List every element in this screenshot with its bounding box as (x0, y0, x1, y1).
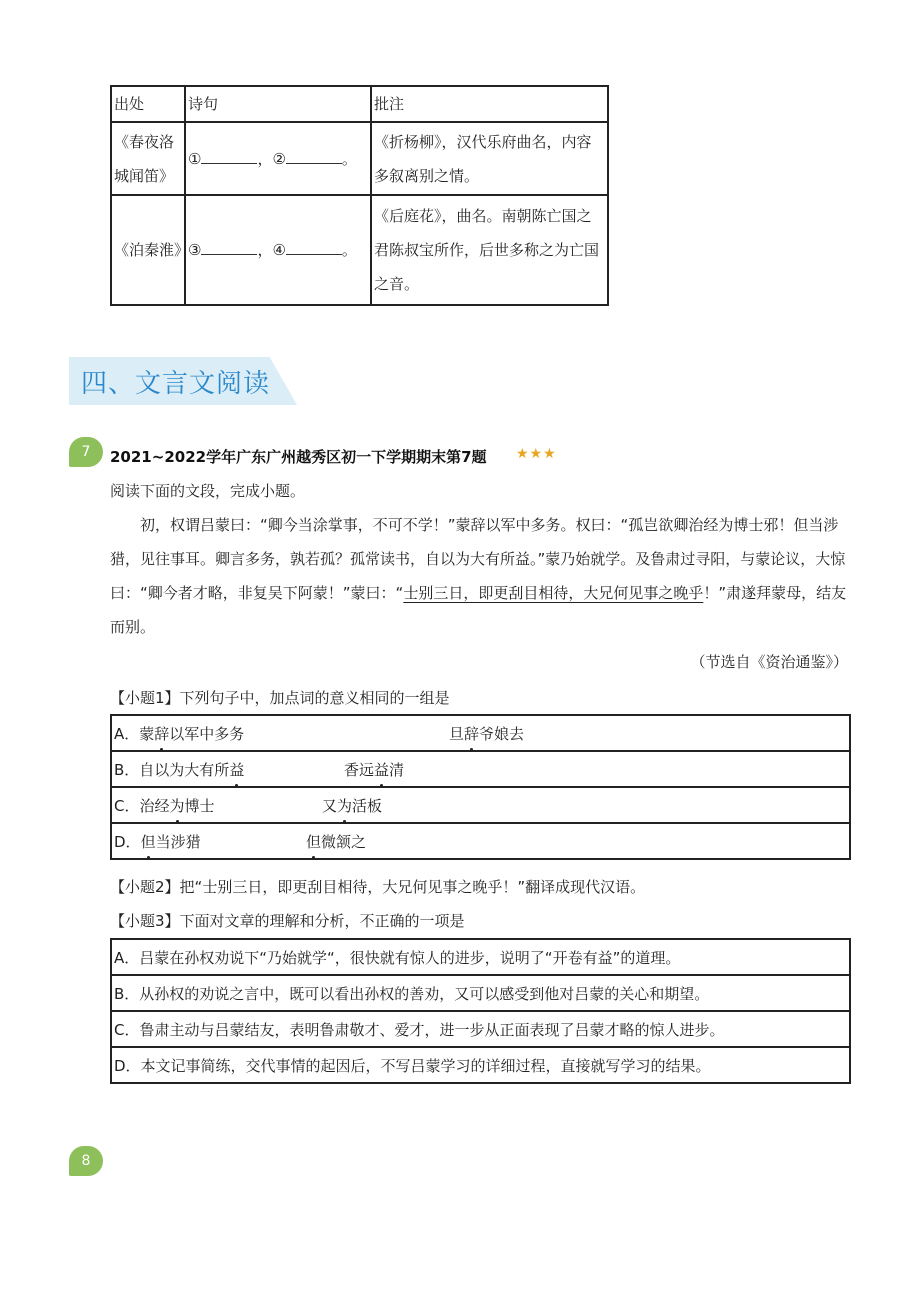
table-row (111, 195, 608, 305)
note-cell: 《折杨柳》，汉代乐府曲名，内容多叙离别之情。 (371, 122, 608, 195)
option-text: D．本文记事简练，交代事情的起因后，不写吕蒙学习的详细过程，直接就写学习的结果。 (111, 1047, 850, 1083)
option-text: 爷娘去 (479, 725, 525, 743)
option-row[interactable] (111, 715, 850, 751)
note-cell: 《后庭花》，曲名。南朝陈亡国之君陈叔宝所作，后世多称之为亡国之音。 (371, 195, 608, 305)
option-row[interactable] (111, 1047, 850, 1083)
option-label: D． (114, 832, 141, 851)
option-text: 清 (389, 761, 405, 779)
dotted-word: 辞 (464, 725, 480, 743)
dotted-word: 为 (337, 797, 353, 815)
sub3-options (110, 938, 851, 1084)
option-text: 活板 (352, 797, 383, 815)
option-text: A．吕蒙在孙权劝说下“乃始就学“，很快就有惊人的进步，说明了“开卷有益”的道理。 (111, 939, 850, 975)
option-b-part (344, 759, 404, 780)
dotted-word: 辞 (154, 724, 170, 743)
option-b-part (449, 723, 524, 744)
table-row (111, 122, 608, 195)
option-text: C．鲁肃主动与吕蒙结友，表明鲁肃敬才、爱才，进一步从正面表现了吕蒙才略的惊人进步。 (111, 1011, 850, 1047)
separator: ， (257, 149, 273, 168)
option-text: 微颔之 (321, 833, 367, 851)
sub1-prompt: 【小题1】下列句子中，加点词的意义相同的一组是 (110, 689, 450, 707)
blank-line[interactable] (286, 149, 342, 164)
passage (110, 508, 850, 644)
dotted-word: 但 (140, 832, 156, 851)
option-label: A． (114, 724, 140, 743)
poem-table (110, 85, 609, 306)
end-mark: 。 (341, 241, 357, 259)
option-text: 又 (322, 797, 338, 815)
blank-number: ③ (188, 241, 202, 259)
option-text: 蒙 (139, 724, 155, 743)
option-row[interactable] (111, 823, 850, 859)
header-verse: 诗句 (185, 86, 371, 122)
option-text: 博士 (184, 796, 215, 815)
section-title: 四、文言文阅读 (81, 369, 271, 399)
option-text: 以军中多务 (169, 724, 245, 743)
blank-line[interactable] (201, 240, 257, 255)
question-title: 2021~2022学年广东广州越秀区初一下学期期末第7题 (110, 448, 487, 466)
option-text: 香远 (344, 761, 375, 779)
blank-number: ④ (272, 241, 286, 259)
option-b-part (322, 795, 382, 816)
blank-line[interactable] (201, 149, 257, 164)
passage-source: （节选自《资治通鉴》） (690, 653, 848, 671)
option-b-part (306, 831, 366, 852)
dotted-word: 为 (169, 796, 185, 815)
option-text: 自以为大有所 (139, 760, 230, 779)
dotted-word: 益 (374, 761, 390, 779)
option-row[interactable] (111, 939, 850, 975)
end-mark: 。 (341, 149, 357, 168)
passage-underlined: 士别三日，即更刮目相待，大兄何见事之晚乎 (403, 584, 704, 602)
option-row[interactable] (111, 975, 850, 1011)
difficulty-stars: ★★★ (516, 446, 557, 462)
blank-number: ② (272, 149, 286, 168)
blank-number: ① (188, 149, 202, 168)
verse-cell (185, 195, 371, 305)
section-header (69, 357, 297, 405)
table-header-row (111, 86, 608, 122)
sub1-options (110, 714, 851, 860)
sub3-prompt: 【小题3】下面对文章的理解和分析，不正确的一项是 (110, 912, 465, 930)
dotted-word: 益 (229, 760, 245, 779)
option-text: 治经 (139, 796, 170, 815)
option-text: 旦 (449, 725, 465, 743)
option-label: B． (114, 760, 140, 779)
sub2-prompt: 【小题2】把“士别三日，即更刮目相待，大兄何见事之晚乎！”翻译成现代汉语。 (110, 878, 646, 896)
passage-text-end: ！”肃遂拜蒙母，结友而别。 (110, 584, 847, 636)
option-row[interactable] (111, 751, 850, 787)
option-text: B．从孙权的劝说之言中，既可以看出孙权的善劝，又可以感受到他对吕蒙的关心和期望。 (111, 975, 850, 1011)
source-cell: 《泊秦淮》 (111, 195, 185, 305)
separator: ， (257, 241, 273, 259)
passage-text: 初，权谓吕蒙曰：“卿今当涂掌事，不可不学！”蒙辞以军中多务。权曰：“孤岂欲卿治经为博士邪！但当涉猎，见往事耳。卿言多务，孰若孤？孤常读书，自以为大有所益。”蒙乃始就学。及鲁肃过寻阳，与蒙论议，大惊曰：“卿今者才略，非复吴下阿蒙！”蒙曰：“ (110, 516, 846, 602)
question-number-badge: 7 (69, 437, 103, 467)
option-row[interactable] (111, 1011, 850, 1047)
header-note: 批注 (371, 86, 608, 122)
option-row[interactable] (111, 787, 850, 823)
dotted-word: 但 (306, 833, 322, 851)
option-label: C． (114, 796, 140, 815)
verse-cell (185, 122, 371, 195)
question-number-badge: 8 (69, 1146, 103, 1176)
instruction: 阅读下面的文段，完成小题。 (110, 482, 306, 500)
blank-line[interactable] (286, 240, 342, 255)
option-text: 当涉猎 (155, 832, 201, 851)
source-cell: 《春夜洛城闻笛》 (111, 122, 185, 195)
header-source: 出处 (111, 86, 185, 122)
